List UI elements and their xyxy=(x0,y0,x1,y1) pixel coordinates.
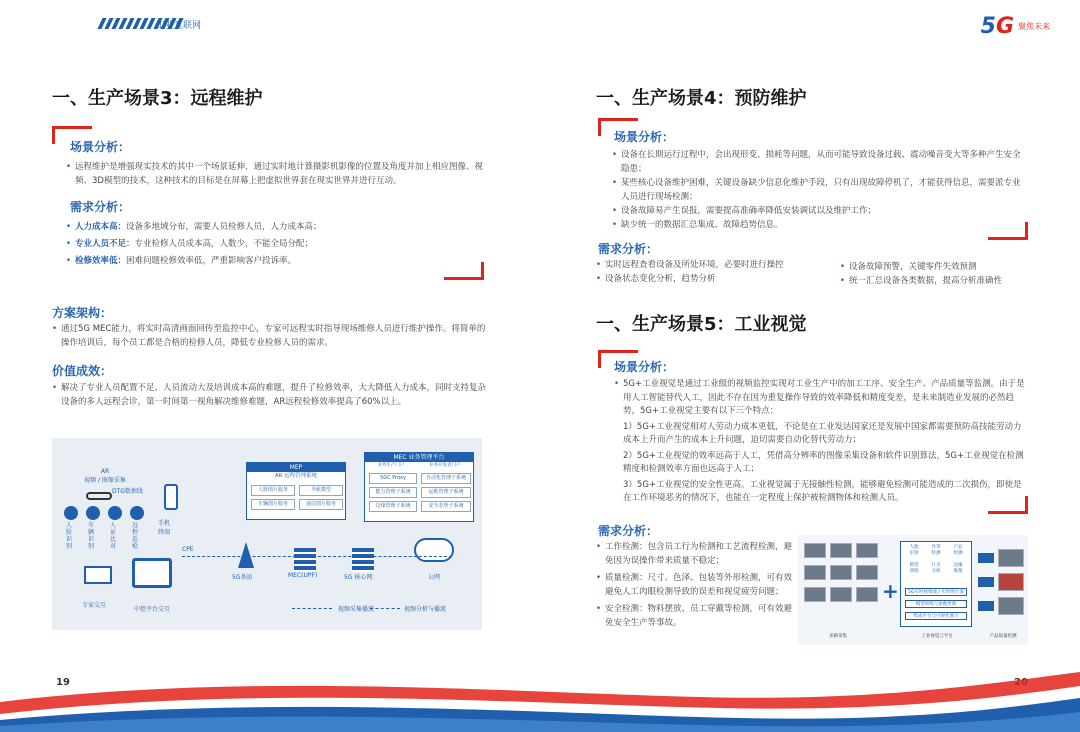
needs-col-1 xyxy=(596,258,826,286)
photo-thumbnail xyxy=(856,565,878,580)
diagram-label: 产品质量检测 xyxy=(989,634,1017,639)
vision-diagram xyxy=(798,535,1028,645)
base-label: 5G基站 xyxy=(232,574,253,581)
ar-sys-title: AR 远程管理系统 xyxy=(274,473,318,479)
list-item: • 设备状态变化分析，趋势分析 xyxy=(596,272,826,286)
list-item: • 工作检测：包含员工行为检测和工艺流程检测，避免因为误操作带来质量不稳定； xyxy=(596,541,792,568)
network-line xyxy=(182,556,452,557)
cpe-label: CPE xyxy=(182,546,194,553)
scene5-text xyxy=(614,378,1026,507)
mep-box xyxy=(246,462,346,520)
flow-line xyxy=(292,608,332,609)
page-title-5: 一、生产场景5：工业视觉 xyxy=(596,314,807,335)
person-icon xyxy=(108,506,122,520)
bracket-decoration xyxy=(988,496,1028,514)
photo-thumbnail xyxy=(830,565,852,580)
core-label: 5G 核心网 xyxy=(344,574,373,581)
page-title: 一、生产场景3：远程维护 xyxy=(52,88,263,109)
person-icon xyxy=(64,506,78,520)
list-item: • 远程维护是增强现实技术的其中一个场景延伸，通过实时地计算摄影机影像的位置及角度并加上相应图像、视频、3D模型的技术，这种技术的目标是在屏幕上把虚拟世界套在现实世界并进行互动。 xyxy=(66,160,486,188)
person-icon xyxy=(130,506,144,520)
people-label: 人 证 比 对 xyxy=(110,522,117,550)
mec-cell: 5GC Proxy xyxy=(369,473,417,484)
photo-thumbnail xyxy=(804,565,826,580)
needs5-heading: 需求分析： xyxy=(598,524,659,538)
list-item: • 解决了专业人员配置不足、人员流动大及培训成本高的难题，提升了检修效率，大大降低人力成本，同时支持复杂设备的多人远程会诊，第一时间第一视角解决维修难题，AR远程检修效率提高了60%以上。 xyxy=(52,381,488,409)
detection-tag xyxy=(978,577,994,587)
value-list xyxy=(52,381,488,409)
page-number: 19 xyxy=(56,677,70,688)
server-icon xyxy=(352,548,374,572)
flow-line xyxy=(370,608,400,609)
platform-cell: 行为 分析 xyxy=(931,563,941,574)
mec-cell: 边缘管理子系统 xyxy=(369,501,417,512)
list-item: • 设备在长期运行过程中，会出现形变、损耗等问题，从而可能导致设备过载、震动噪音变大等多种产生安全隐患； xyxy=(612,148,1022,176)
cloud-icon xyxy=(414,538,454,562)
plus-icon: + xyxy=(882,579,899,603)
platform-cell: 人脸 识别 xyxy=(909,545,919,556)
detection-tag xyxy=(978,553,994,563)
photo-thumbnail xyxy=(830,543,852,558)
result-photo xyxy=(998,573,1024,591)
platform-cell: 模型 训练 xyxy=(909,563,919,574)
list-item: • 某些核心设备维护困难，关键设备缺少信息化维护手段，只有出现故障停机了，才能获得信息，需要派专业人员进行现场检测； xyxy=(612,176,1022,204)
list-item: • 质量检测：尺寸、色泽、包装等外形检测，可有效避免人工肉眼检测导致的误差和视觉疲劳问题； xyxy=(596,572,792,599)
result-photo xyxy=(998,597,1024,615)
photo-thumbnail xyxy=(856,543,878,558)
list-item: • 检修效率低：困难问题检修效率低，严重影响客户投诉率。 xyxy=(66,254,486,268)
photo-thumbnail xyxy=(856,587,878,602)
page-title: 一、生产场景4：预防维护 xyxy=(596,88,807,109)
diagram-label: 工业视觉云平台 xyxy=(921,634,953,639)
photo-thumbnail xyxy=(804,587,826,602)
laptop-icon xyxy=(84,566,112,584)
arch-heading: 方案架构： xyxy=(52,306,113,320)
mec-cell: 自动化管理子系统 xyxy=(421,473,471,484)
platform-cell: 产品 检测 xyxy=(953,545,963,556)
feature-3: 3）5G+工业视觉的安全性更高。工业视觉属于无接触性检测，能够避免检测可能造成的二次损伤，即使是在工作环境恶劣的情况下，也能在一定程度上保护被检测物体和检测人员。 xyxy=(623,479,1022,503)
list-item: • 设备故障易产生误报，需要提高准确率降低安装调试以及维护工作； xyxy=(612,204,1022,218)
scene-list xyxy=(612,148,1022,232)
feature-1: 1）5G+工业视觉相对人劳动力成本更低，不论是在工业发达国家还是发展中国家都需要预防高技能劳动力成本上升而产生的成本上升问题，迫切需要自动化替代劳动力； xyxy=(623,421,1022,445)
platform-box xyxy=(900,541,972,627)
architecture-diagram xyxy=(52,438,482,630)
people-label: 远 程 巡 检 xyxy=(132,522,139,550)
scene-list xyxy=(66,160,486,188)
glasses-icon xyxy=(86,492,112,500)
mep-cell: 人脸图片服务 xyxy=(251,485,295,496)
logo-slogan: 聚焦未来 xyxy=(1018,22,1050,31)
center-label: 中控平台交互 xyxy=(134,606,171,613)
people-label: 车 辆 识 别 xyxy=(88,522,95,550)
list-item: • 安全检测：物料摆放、员工穿戴等检测，可有效避免安全生产等事故。 xyxy=(596,603,792,630)
platform-bar: 模型训练与参数更新 xyxy=(905,600,967,608)
needs-heading: 需求分析： xyxy=(70,200,131,214)
flow-label: 视频采集播流 xyxy=(338,606,375,613)
mec-sub: 业务生产门户 业务开发者门户 xyxy=(377,463,461,468)
photo-thumbnail xyxy=(804,543,826,558)
feature-2: 2）5G+工业视觉的效率远高于人工，凭借高分辨率的图像采集设备和软件识别算法，5G+工业视觉在检测精度和检测效率方面也远高于人工； xyxy=(623,450,1024,474)
list-item: • 5G+工业视觉是通过工业级的视频监控实现对工业生产中的加工工序、安全生产、产品质量等监测。由于是用人工智能替代人工，因此不存在因为重复操作导致的效率降低和精度变差，是未来制造业发展的必然趋势，5G+工业视觉主要有以下三个特点： xyxy=(614,378,1026,419)
scene5-heading: 场景分析： xyxy=(614,360,675,374)
value-heading: 价值成效： xyxy=(52,364,113,378)
platform-cell: 边缘 推理 xyxy=(953,563,963,574)
needs-col-2 xyxy=(840,260,1040,288)
list-item: • 人力成本高：设备多地域分布，需要人员检修人员，人力成本高； xyxy=(66,220,486,234)
scene-heading: 场景分析： xyxy=(70,140,131,154)
scene-heading: 场景分析： xyxy=(614,130,675,144)
mep-cell: 车辆图片服务 xyxy=(251,499,295,510)
bracket-decoration xyxy=(444,262,484,280)
result-photo xyxy=(998,549,1024,567)
list-item: • 统一汇总设备各类数据，提高分析准确性 xyxy=(840,274,1040,288)
header-title: 工业互联网 xyxy=(156,21,202,31)
ar-capture-label: AR 视频 / 图像采集 xyxy=(84,468,126,484)
mec-cell: 运维管理子系统 xyxy=(421,487,471,498)
needs-list xyxy=(66,220,486,268)
mec-title: MEC 业务管理平台 xyxy=(365,453,473,462)
platform-bar: 5G实时视频流 / 实时图片流 xyxy=(905,588,967,596)
list-item: • 实时远程查看设备及所处环境，必要时进行操控 xyxy=(596,258,826,272)
monitor-icon xyxy=(132,558,172,588)
server-icon xyxy=(294,548,316,572)
mec-upf-label: MEC(UPF) xyxy=(288,572,318,579)
needs-heading: 需求分析： xyxy=(598,242,659,256)
mec-cell: 安全态势子系统 xyxy=(421,501,471,512)
mep-title: MEP xyxy=(247,463,345,472)
list-item: • 设备故障预警，关键零件失效预测 xyxy=(840,260,1040,274)
detection-tag xyxy=(978,601,994,611)
mep-cell: 通信图片服务 xyxy=(299,499,343,510)
list-item: • 专业人员不足：专业检修人员成本高，人数少，不能全局分配； xyxy=(66,237,486,251)
list-item: • 缺少统一的数据汇总集成、故障趋势信息。 xyxy=(612,218,1022,232)
expert-label: 专家交互 xyxy=(82,602,107,609)
platform-cell: 异常 检测 xyxy=(931,545,941,556)
antenna-icon xyxy=(238,542,254,568)
flow-label: 视频分析与播流 xyxy=(404,606,447,613)
platform-bar: 集成平台与可视化展示 xyxy=(905,612,967,620)
list-item: • 通过5G MEC能力，将实时高清画面回传至监控中心，专家可远程实时指导现场维修人员进行维护操作。将简单的操作培训后，每个员工都是合格的检修人员，降低专业检修人员的需求。 xyxy=(52,322,488,350)
mec-cell: 能力管理子系统 xyxy=(369,487,417,498)
diagram-label: 多路采集 xyxy=(829,634,847,639)
mep-cell: 导航模型 xyxy=(299,485,343,496)
logo xyxy=(981,14,1050,39)
phone-label: 手机 终端 xyxy=(158,520,171,536)
people-label: 人 脸 识 别 xyxy=(66,522,73,550)
photo-thumbnail xyxy=(830,587,852,602)
bracket-decoration xyxy=(988,222,1028,240)
cloud-label: 公网 xyxy=(428,574,441,581)
dtg-label: DTG数据线 xyxy=(112,488,143,495)
phone-icon xyxy=(164,484,178,510)
mec-platform-box xyxy=(364,452,474,522)
footer-wave-decoration xyxy=(0,662,1080,732)
person-icon xyxy=(86,506,100,520)
arch-list xyxy=(52,322,488,350)
right-page xyxy=(540,0,1080,732)
needs5-list xyxy=(596,541,792,630)
logo-mark: 5G xyxy=(980,14,1014,39)
